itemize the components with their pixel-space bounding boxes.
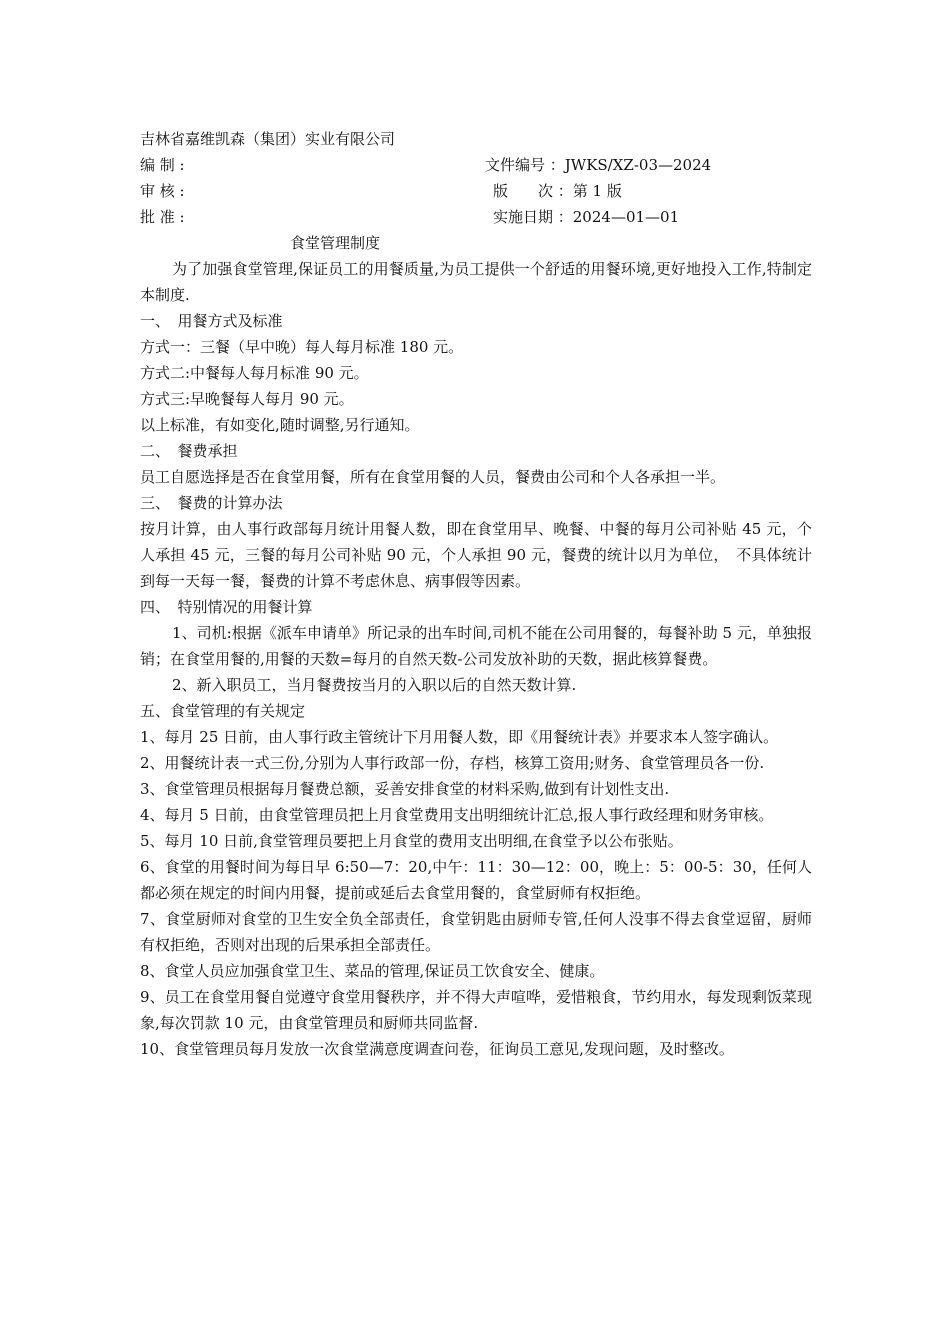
section-3-heading: 三、 餐费的计算办法 — [140, 494, 283, 512]
section-5-item: 7、食堂厨师对食堂的卫生安全负全部责任，食堂钥匙由厨师专管,任何人没事不得去食堂逗留，厨师有权拒绝，否则对出现的后果承担全部责任。 — [140, 910, 812, 954]
section-1-line: 以上标准，有如变化,随时调整,另行通知。 — [140, 416, 420, 434]
intro-paragraph: 为了加强食堂管理,保证员工的用餐质量,为员工提供一个舒适的用餐环境,更好地投入工作,特制定本制度. — [140, 260, 812, 304]
section-5-item: 2、用餐统计表一式三份,分别为人事行政部一份，存档，核算工资用;财务、食堂管理员各一份. — [140, 754, 765, 772]
section-5-item: 6、食堂的用餐时间为每日早 6:50—7：20,中午：11：30—12：00，晚上：5：00-5：30，任何人都必须在规定的时间内用餐，提前或延后去食堂用餐的，食堂厨师有权拒绝。 — [140, 858, 812, 902]
document-body — [140, 126, 812, 1062]
document-title: 食堂管理制度 — [290, 234, 381, 252]
section-5-item: 3、食堂管理员根据每月餐费总额，妥善安排食堂的材料采购,做到有计划性支出. — [140, 780, 670, 798]
section-4-heading: 四、 特别情况的用餐计算 — [140, 598, 313, 616]
effective-date: 实施日期 ：2024—01—01 — [493, 208, 680, 226]
section-1-line: 方式一：三餐（早中晚）每人每月标准 180 元。 — [140, 338, 464, 356]
section-2-text: 员工自愿选择是否在食堂用餐，所有在食堂用餐的人员，餐费由公司和个人各承担一半。 — [140, 468, 726, 486]
meta-row-edit — [140, 152, 812, 178]
meta-row-approve — [140, 204, 812, 230]
section-2-heading: 二、 餐费承担 — [140, 442, 238, 460]
section-4-item: 1、司机:根据《派车申请单》所记录的出车时间,司机不能在公司用餐的，每餐补助 5 元，单独报销；在食堂用餐的,用餐的天数=每月的自然天数-公司发放补助的天数，据此核算餐费。 — [140, 624, 812, 668]
doc-number: 文件编号 ：JWKS/XZ-03—2024 — [485, 156, 712, 174]
section-5-item: 5、每月 10 日前,食堂管理员要把上月食堂的费用支出明细,在食堂予以公布张贴。 — [140, 832, 683, 850]
section-5-item: 4、每月 5 日前，由食堂管理员把上月食堂费用支出明细统计汇总,报人事行政经理和财务审核。 — [140, 806, 774, 824]
section-4-item: 2、新入职员工，当月餐费按当月的入职以后的自然天数计算. — [172, 676, 577, 694]
section-5-item: 8、食堂人员应加强食堂卫生、菜品的管理,保证员工饮食安全、健康。 — [140, 962, 605, 980]
section-1-line: 方式二:中餐每人每月标准 90 元。 — [140, 364, 369, 382]
company-name: 吉林省嘉维凯森（集团）实业有限公司 — [140, 130, 396, 148]
meta-row-review — [140, 178, 812, 204]
review-label: 审 核 : — [140, 182, 185, 200]
section-5-item: 1、每月 25 日前，由人事行政主管统计下月用餐人数，即《用餐统计表》并要求本人签字确认。 — [140, 728, 779, 746]
section-3-text: 按月计算，由人事行政部每月统计用餐人数，即在食堂用早、晚餐、中餐的每月公司补贴 45 元，个人承担 45 元，三餐的每月公司补贴 90 元，个人承担 90 元，餐费的统计以月为单位， 不具体统计到每一天每一餐，餐费的计算不考虑休息、病事假等因素。 — [140, 520, 812, 590]
version-field: 版 次 ：第 1 版 — [493, 182, 622, 200]
section-5-item: 9、员工在食堂用餐自觉遵守食堂用餐秩序，并不得大声喧哗，爱惜粮食，节约用水，每发现剩饭菜现象,每次罚款 10 元，由食堂管理员和厨师共同监督. — [140, 988, 812, 1032]
section-5-item: 10、食堂管理员每月发放一次食堂满意度调查问卷，征询员工意见,发现问题，及时整改。 — [140, 1040, 734, 1058]
approve-label: 批 准 : — [140, 208, 185, 226]
section-5-heading: 五、食堂管理的有关规定 — [140, 702, 306, 720]
edit-label: 编 制 : — [140, 156, 185, 174]
section-1-line: 方式三:早晚餐每人每月 90 元。 — [140, 390, 354, 408]
section-1-heading: 一、 用餐方式及标准 — [140, 312, 283, 330]
